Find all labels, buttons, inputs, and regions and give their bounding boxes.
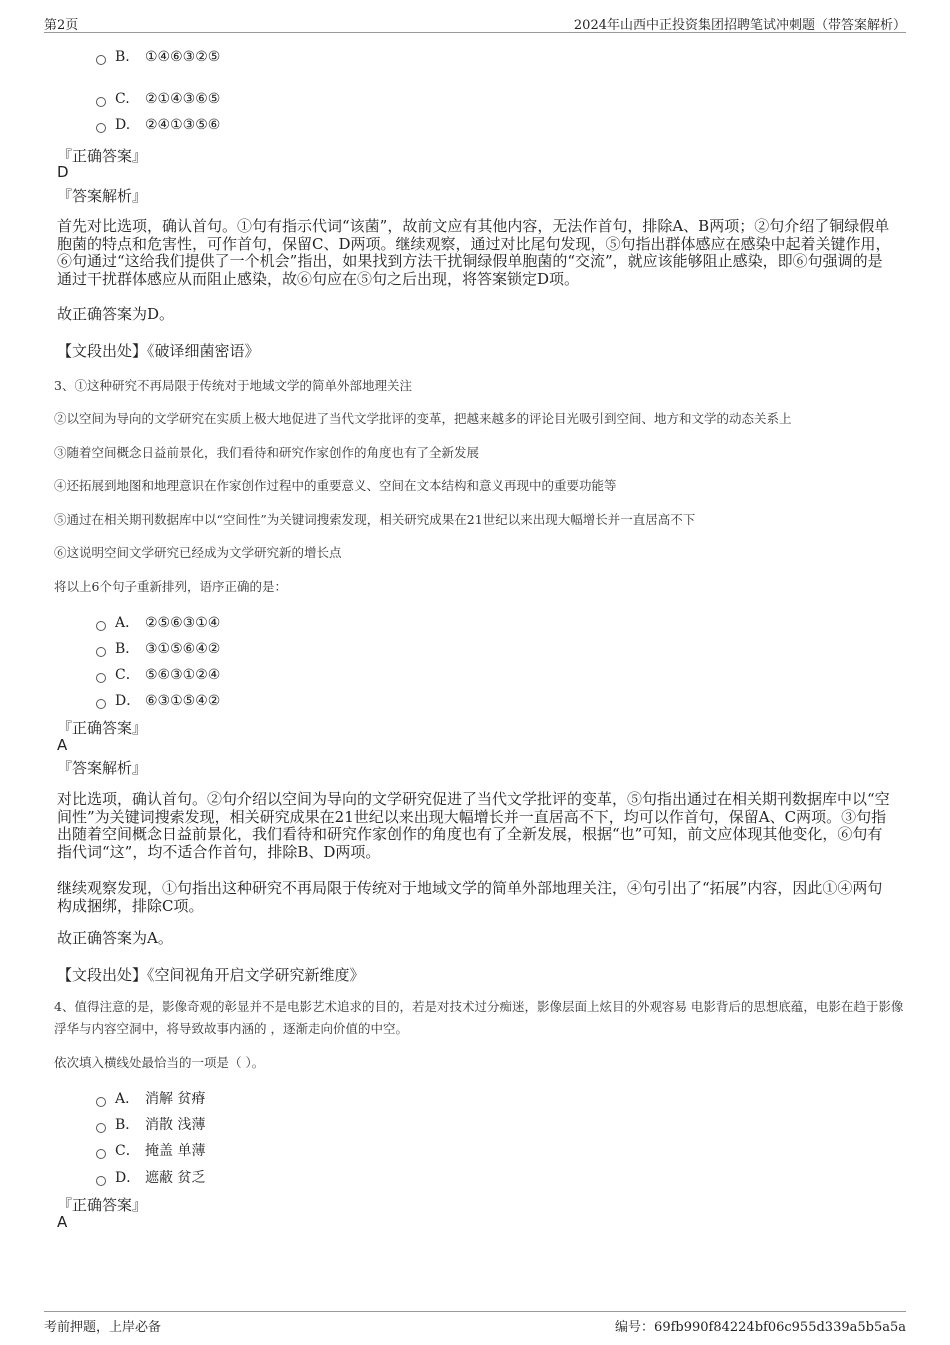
radio-icon[interactable] — [96, 1149, 106, 1159]
q3-sentence-3: ③随着空间概念日益前景化，我们看待和研究作家创作的角度也有了全新发展 — [54, 445, 480, 460]
q4-option-d[interactable]: D． 遮蔽 贫乏 — [96, 1167, 205, 1185]
q3-sentence-5: ⑤通过在相关期刊数据库中以“空间性”为关键词搜索发现，相关研究成果在21世纪以来出现大幅增长并一直居高不下 — [54, 512, 696, 527]
q3-analysis-paragraph-1: 对比选项，确认首句。②句介绍以空间为导向的文学研究促进了当代文学批评的变革，⑤句指出通过在相关期刊数据库中以“空间性”为关键词搜索发现，相关研究成果在21世纪以来出现大幅增长并一直居高不下，均可以作首句，保留A、C两项。③句指出随着空间概念日益前景化，我们看待和研究作家创作的角度也有了全新发展，根据“也”可知，前文应体现其他变化，⑥句有指代词“这”，均不适合作首句，排除B、D两项。 — [57, 790, 890, 861]
q4-prompt: 依次填入横线处最恰当的一项是（ ）。 — [54, 1055, 265, 1070]
q3-analysis-paragraph-2: 继续观察发现，①句指出这种研究不再局限于传统对于地域文学的简单外部地理关注，④句引出了“拓展”内容，因此①④两句构成捆绑，排除C项。 — [57, 879, 883, 915]
q3-conclusion: 故正确答案为A。 — [57, 929, 173, 947]
q4-answer: A — [57, 1213, 68, 1231]
q4-answer-label: 『正确答案』 — [57, 1196, 148, 1214]
radio-icon[interactable] — [96, 55, 106, 65]
document-id: 编号：69fb990f84224bf06c955d339a5b5a5a — [615, 1320, 906, 1335]
radio-icon[interactable] — [96, 647, 106, 657]
radio-icon[interactable] — [96, 123, 106, 133]
radio-icon[interactable] — [96, 1123, 106, 1133]
radio-icon[interactable] — [96, 97, 106, 107]
q3-source: 【文段出处】《空间视角开启文学研究新维度》 — [57, 966, 365, 984]
q2-answer-label: 『正确答案』 — [57, 147, 148, 165]
page-number: 第2页 — [44, 18, 79, 33]
page-footer — [44, 1311, 906, 1334]
q3-analysis-label: 『答案解析』 — [57, 759, 148, 777]
page-header — [44, 12, 906, 33]
q2-analysis-label: 『答案解析』 — [57, 187, 148, 205]
q3-option-a[interactable]: A． ②⑤⑥③①④ — [96, 612, 220, 630]
radio-icon[interactable] — [96, 621, 106, 631]
q3-option-c[interactable]: C． ⑤⑥③①②④ — [96, 664, 220, 682]
q2-option-d[interactable]: D. ②④①③⑤⑥ — [96, 117, 220, 135]
q3-sentence-2: ②以空间为导向的文学研究在实质上极大地促进了当代文学批评的变革，把越来越多的评论目光吸引到空间、地方和文学的动态关系上 — [54, 411, 792, 426]
q3-option-b[interactable]: B． ③①⑤⑥④② — [96, 638, 220, 656]
document-title: 2024年山西中正投资集团招聘笔试冲刺题（带答案解析） — [573, 18, 906, 33]
q3-sentence-4: ④还拓展到地图和地理意识在作家创作过程中的重要意义、空间在文本结构和意义再现中的重要功能等 — [54, 478, 617, 493]
q2-conclusion: 故正确答案为D。 — [57, 305, 175, 323]
q2-analysis-paragraph: 首先对比选项，确认首句。①句有指示代词“该菌”，故前文应有其他内容，无法作首句，排除A、B两项；②句介绍了铜绿假单胞菌的特点和危害性，可作首句，保留C、D两项。继续观察，通过对比尾句发现，⑤句指出群体感应在感染中起着关键作用，⑥句通过“这给我们提供了一个机会”指出，如果找到方法干扰铜绿假单胞菌的“交流”，就应该能够阻止感染，即⑥句强调的是通过干扰群体感应从而阻止感染，故⑥句应在⑤句之后出现，将答案锁定D项。 — [57, 217, 891, 288]
q2-option-b[interactable]: B. ①④⑥③②⑤ — [96, 49, 220, 67]
q3-sentence-6: ⑥这说明空间文学研究已经成为文学研究新的增长点 — [54, 545, 342, 560]
radio-icon[interactable] — [96, 699, 106, 709]
q2-option-c[interactable]: C. ②①④③⑥⑤ — [96, 91, 220, 109]
q3-sentence-1: 3、①这种研究不再局限于传统对于地域文学的简单外部地理关注 — [54, 378, 412, 393]
q2-source: 【文段出处】《破译细菌密语》 — [57, 342, 260, 360]
q4-option-a[interactable]: A． 消解 贫瘠 — [96, 1088, 205, 1106]
footer-slogan: 考前押题，上岸必备 — [44, 1320, 162, 1335]
q4-option-b[interactable]: B． 消散 浅薄 — [96, 1114, 205, 1132]
radio-icon[interactable] — [96, 673, 106, 683]
q4-option-c[interactable]: C． 掩盖 单薄 — [96, 1140, 205, 1158]
radio-icon[interactable] — [96, 1097, 106, 1107]
q3-option-d[interactable]: D． ⑥③①⑤④② — [96, 690, 220, 708]
q4-stem: 4、值得注意的是，影像奇观的彰显并不是电影艺术追求的目的，若是对技术过分痴迷，影像层面上炫目的外观容易 电影背后的思想底蕴，电影在趋于影像浮华与内容空洞中，将导致故事内涵的 ，逐渐走向价值的中空。 — [54, 999, 904, 1036]
radio-icon[interactable] — [96, 1176, 106, 1186]
q3-answer-label: 『正确答案』 — [57, 719, 148, 737]
q3-prompt: 将以上6个句子重新排列，语序正确的是： — [54, 579, 287, 594]
q3-answer: A — [57, 736, 68, 754]
q2-answer: D — [57, 163, 69, 181]
